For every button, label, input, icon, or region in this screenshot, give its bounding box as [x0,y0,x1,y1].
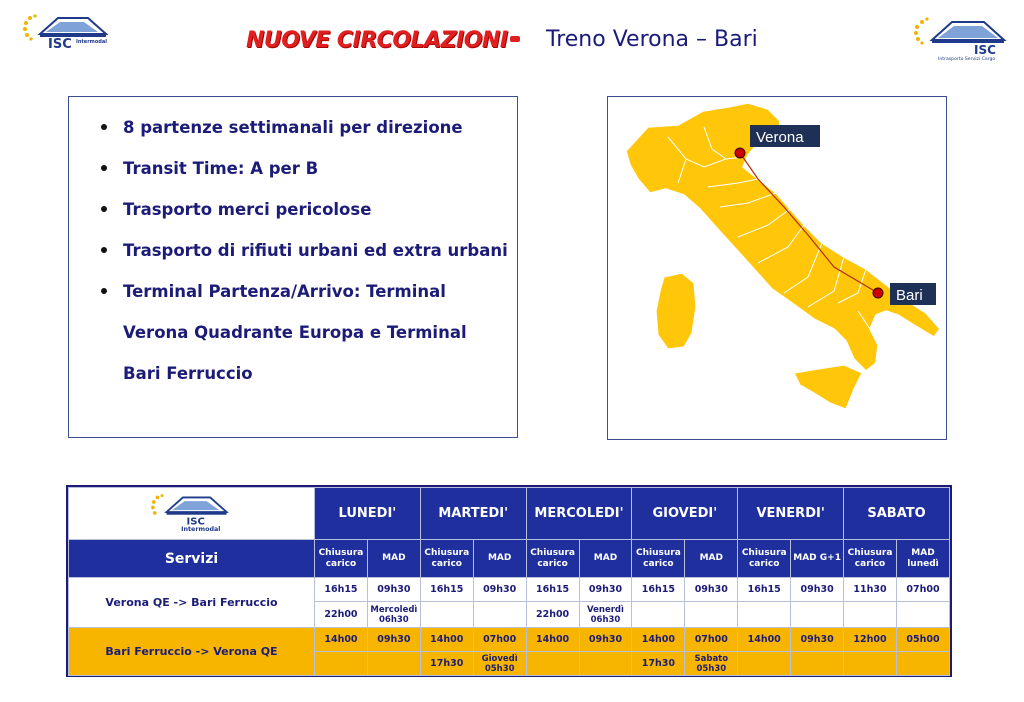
day-header: SABATO [844,488,950,540]
table-cell: 14h00 [738,628,791,652]
table-cell: 16h15 [315,578,368,602]
table-cell: 09h30 [473,578,526,602]
svg-text:Intermodal: Intermodal [180,525,220,532]
table-cell: 16h15 [420,578,473,602]
table-cell [896,652,949,676]
table-cell [685,602,738,628]
table-header-sub [69,540,950,578]
table-cell [473,602,526,628]
svg-text:Intermodal: Intermodal [76,39,107,45]
table-cell [844,602,897,628]
sardinia [656,273,696,349]
table-cell [632,602,685,628]
isc-intermodal-logo [22,12,114,56]
sub-header: Chiusura carico [315,540,368,578]
table-cell: 14h00 [632,628,685,652]
route-label: Verona QE -> Bari Ferruccio [69,578,315,628]
sicily [794,365,862,409]
page-title: NUOVE CIRCOLAZIONI [246,28,508,53]
sub-header: MAD [367,540,420,578]
table-cell: 09h30 [367,628,420,652]
table-cell: 05h00 [896,628,949,652]
sub-header: MAD [685,540,738,578]
table-cell: 16h15 [738,578,791,602]
table-cell: 14h00 [420,628,473,652]
title-decoration [510,36,520,42]
table-cell: Mercoledì 06h30 [367,602,420,628]
table-logo-cell [69,488,315,540]
service-features-box [68,96,518,438]
sub-header: Chiusura carico [420,540,473,578]
table-cell: 14h00 [526,628,579,652]
table-cell [791,652,844,676]
day-header: LUNEDI' [315,488,421,540]
isc-cargo-logo [912,14,1012,62]
table-cell: 09h30 [685,578,738,602]
svg-text:Intrasporto Servizi Cargo: Intrasporto Servizi Cargo [938,57,996,62]
day-header: MARTEDI' [420,488,526,540]
sub-header: Chiusura carico [632,540,685,578]
table-cell: 09h30 [579,578,632,602]
list-item: Terminal Partenza/Arrivo: Terminal Verona Quadrante Europa e Terminal Bari Ferruccio [99,271,509,394]
bullet-icon [101,124,107,130]
table-cell [844,652,897,676]
route-label: Bari Ferruccio -> Verona QE [69,628,315,676]
servizi-header: Servizi [69,540,315,578]
verona-label: Verona [756,129,804,146]
table-cell: 07h00 [685,628,738,652]
svg-text:ISC: ISC [974,43,996,57]
feature-list [99,107,509,394]
list-item: Trasporto merci pericolose [99,189,509,230]
table-cell: 11h30 [844,578,897,602]
table-cell: 22h00 [526,602,579,628]
table-cell [420,602,473,628]
table-cell: 09h30 [791,628,844,652]
table-cell [738,652,791,676]
table-cell: 07h00 [473,628,526,652]
svg-text:ISC: ISC [48,37,72,52]
table-cell: 09h30 [791,578,844,602]
table-cell: 14h00 [315,628,368,652]
bullet-icon [101,247,107,253]
table-cell: Giovedì 05h30 [473,652,526,676]
table-cell: 07h00 [896,578,949,602]
day-header: VENERDI' [738,488,844,540]
svg-text:ISC: ISC [186,516,205,528]
table-cell: Sabato 05h30 [685,652,738,676]
table-cell [579,652,632,676]
table-cell: 22h00 [315,602,368,628]
table-cell: 16h15 [526,578,579,602]
table-header-days [69,488,950,540]
table-cell [791,602,844,628]
bari-marker-icon [873,288,883,298]
day-header: GIOVEDI' [632,488,738,540]
italy-route-map [607,96,947,440]
table-row [69,578,950,602]
table-cell [315,652,368,676]
isc-intermodal-logo [147,492,237,532]
sub-header: Chiusura carico [526,540,579,578]
table-cell [738,602,791,628]
table-cell: 09h30 [579,628,632,652]
sub-header: MAD G+1 [791,540,844,578]
bullet-icon [101,288,107,294]
table-row [69,628,950,652]
table-cell [896,602,949,628]
list-item: 8 partenze settimanali per direzione [99,107,509,148]
table-cell: 16h15 [632,578,685,602]
sub-header: MAD [473,540,526,578]
sub-header: MAD [579,540,632,578]
bari-label: Bari [896,287,923,304]
sub-header: MAD lunedì [896,540,949,578]
sub-header: Chiusura carico [738,540,791,578]
sub-header: Chiusura carico [844,540,897,578]
list-item: Trasporto di rifiuti urbani ed extra urbani [99,230,509,271]
table-cell [526,652,579,676]
day-header: MERCOLEDI' [526,488,632,540]
table-cell: 09h30 [367,578,420,602]
bullet-icon [101,165,107,171]
table-cell: 17h30 [632,652,685,676]
list-item: Transit Time: A per B [99,148,509,189]
table-cell: Venerdì 06h30 [579,602,632,628]
table-cell: 12h00 [844,628,897,652]
page-subtitle: Treno Verona – Bari [546,27,758,52]
schedule-table [66,485,952,677]
table-cell: 17h30 [420,652,473,676]
verona-marker-icon [735,148,745,158]
table-cell [367,652,420,676]
bullet-icon [101,206,107,212]
